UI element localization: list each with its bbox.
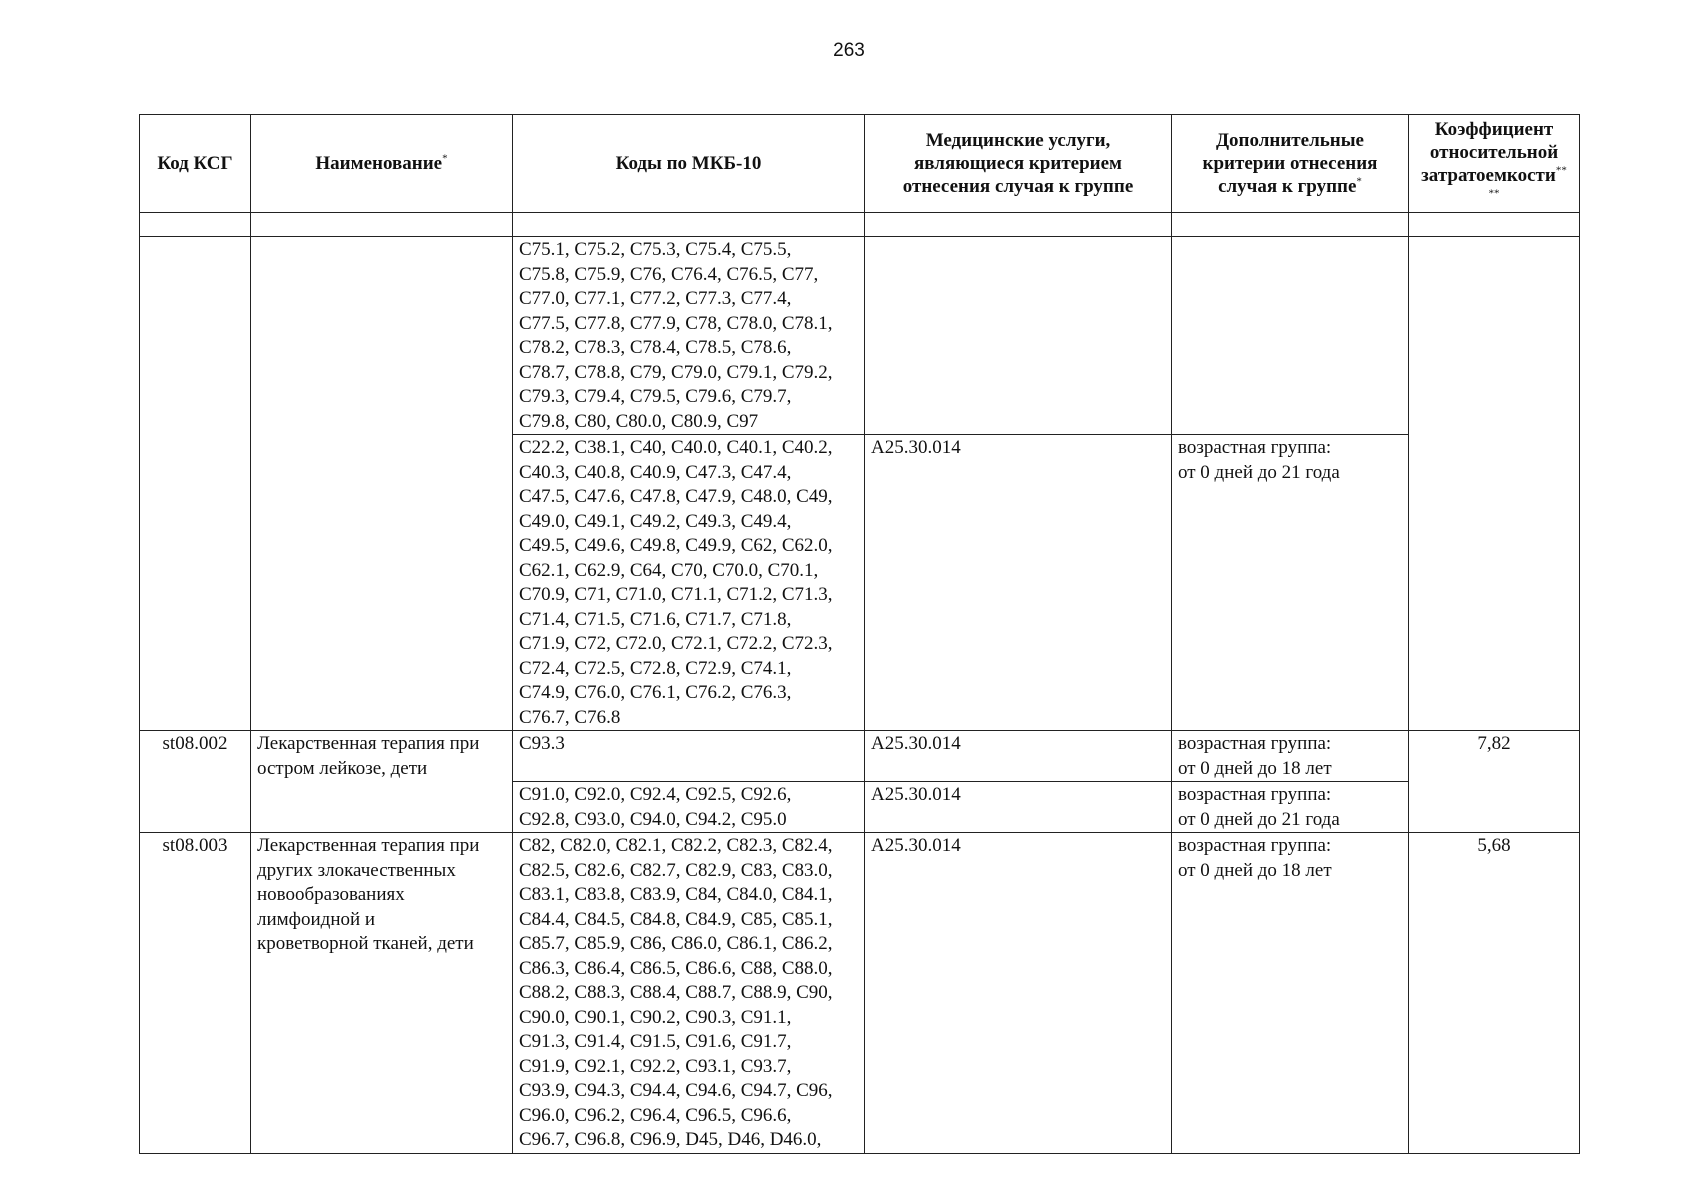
header-services: Медицинские услуги, являющиеся критерием отнесения случая к группе xyxy=(865,115,1172,213)
page-number: 263 xyxy=(833,40,865,61)
services-cell: A25.30.014 xyxy=(865,731,1172,782)
services-cell: A25.30.014 xyxy=(865,435,1172,731)
criteria-cell: возрастная группа: от 0 дней до 21 года xyxy=(1172,782,1409,833)
icd-codes-cell: C91.0, C92.0, C92.4, C92.5, C92.6, C92.8, C93.0, C94.0, C94.2, C95.0 xyxy=(513,782,865,833)
table-row xyxy=(140,731,1580,782)
code-cell: st08.003 xyxy=(140,833,251,1154)
coefficient-cell: 7,82 xyxy=(1409,731,1580,833)
header-icd-codes: Коды по МКБ-10 xyxy=(513,115,865,213)
code-cell xyxy=(140,237,251,731)
footnote-mark: * xyxy=(442,152,448,165)
icd-codes-cell: C82, C82.0, C82.1, C82.2, C82.3, C82.4, C82.5, C82.6, C82.7, C82.9, C83, C83.0, C83.1, C83.8, C83.9, C84, C84.0, C84.1, C84.4, C84.5, C84.8, C84.9, C85, C85.1, C85.7, C85.9, C86, C86.0, C86.1, C86.2, C86.3, C86.4, C86.5, C86.6, C88, C88.0, C88.2, C88.3, C88.4, C88.7, C88.9, C90, C90.0, C90.1, C90.2, C90.3, C91.1, C91.3, C91.4, C91.5, C91.6, C91.7, C91.9, C92.1, C92.2, C93.1, C93.7, C93.9, C94.3, C94.4, C94.6, C94.7, C96, C96.0, C96.2, C96.4, C96.5, C96.6, C96.7, C96.8, C96.9, D45, D46, D46.0, xyxy=(513,833,865,1154)
header-criteria: Дополнительные критерии отнесения случая к группе* xyxy=(1172,115,1409,213)
criteria-cell: возрастная группа: от 0 дней до 18 лет xyxy=(1172,833,1409,1154)
footnote-mark: ** xyxy=(1488,187,1500,200)
ksg-table xyxy=(139,114,1580,1154)
name-cell xyxy=(251,237,513,731)
header-name: Наименование* xyxy=(251,115,513,213)
icd-codes-cell: C75.1, C75.2, C75.3, C75.4, C75.5, C75.8, C75.9, C76, C76.4, C76.5, C77, C77.0, C77.1, C77.2, C77.3, C77.4, C77.5, C77.8, C77.9, C78, C78.0, C78.1, C78.2, C78.3, C78.4, C78.5, C78.6, C78.7, C78.8, C79, C79.0, C79.1, C79.2, C79.3, C79.4, C79.5, C79.6, C79.7, C79.8, C80, C80.0, C80.9, C97 xyxy=(513,237,865,435)
name-cell: Лекарственная терапия при других злокачественных новообразованиях лимфоидной и кроветворной тканей, дети xyxy=(251,833,513,1154)
code-cell: st08.002 xyxy=(140,731,251,833)
icd-codes-cell: C22.2, C38.1, C40, C40.0, C40.1, C40.2, C40.3, C40.8, C40.9, C47.3, C47.4, C47.5, C47.6, C47.8, C47.9, C48.0, C49, C49.0, C49.1, C49.2, C49.3, C49.4, C49.5, C49.6, C49.8, C49.9, C62, C62.0, C62.1, C62.9, C64, C70, C70.0, C70.1, C70.9, C71, C71.0, C71.1, C71.2, C71.3, C71.4, C71.5, C71.6, C71.7, C71.8, C71.9, C72, C72.0, C72.1, C72.2, C72.3, C72.4, C72.5, C72.8, C72.9, C74.1, C74.9, C76.0, C76.1, C76.2, C76.3, C76.7, C76.8 xyxy=(513,435,865,731)
services-cell: A25.30.014 xyxy=(865,833,1172,1154)
header-row xyxy=(140,115,1580,213)
blank-row xyxy=(140,213,1580,237)
criteria-cell xyxy=(1172,237,1409,435)
footnote-mark: ** xyxy=(1555,164,1567,177)
name-cell: Лекарственная терапия при остром лейкозе, дети xyxy=(251,731,513,833)
criteria-cell: возрастная группа: от 0 дней до 18 лет xyxy=(1172,731,1409,782)
header-code: Код КСГ xyxy=(140,115,251,213)
header-coefficient: Коэффициент относительной затратоемкости** ** xyxy=(1409,115,1580,213)
criteria-cell: возрастная группа: от 0 дней до 21 года xyxy=(1172,435,1409,731)
coefficient-cell xyxy=(1409,237,1580,731)
table-row xyxy=(140,833,1580,1154)
footnote-mark: * xyxy=(1356,175,1362,188)
table-row xyxy=(140,237,1580,435)
icd-codes-cell: C93.3 xyxy=(513,731,865,782)
services-cell: A25.30.014 xyxy=(865,782,1172,833)
services-cell xyxy=(865,237,1172,435)
coefficient-cell: 5,68 xyxy=(1409,833,1580,1154)
